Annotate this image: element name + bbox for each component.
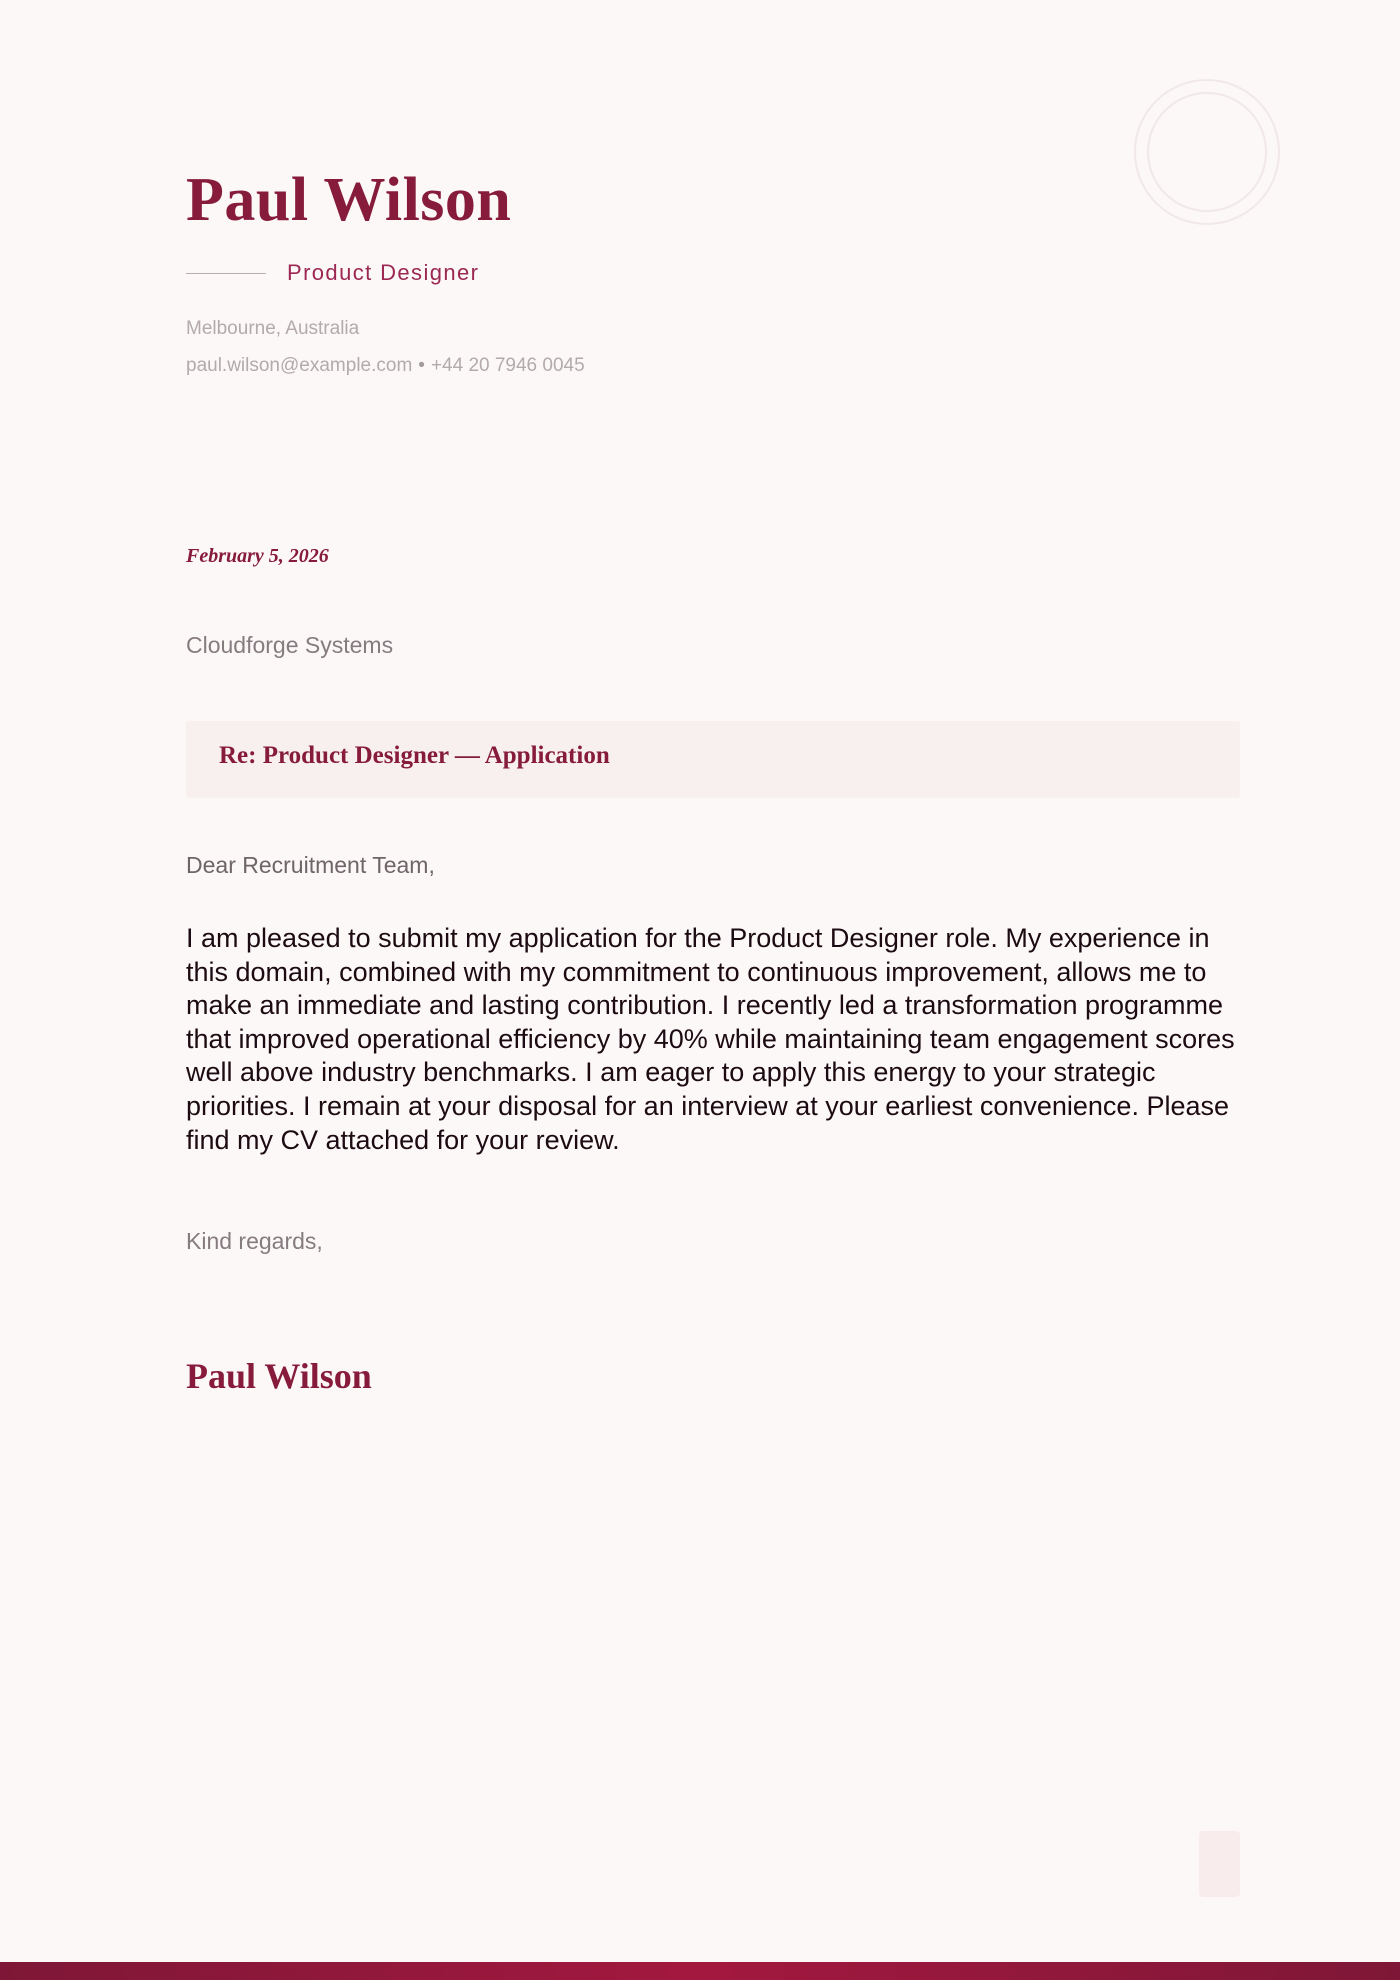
letter-subject: Re: Product Designer — Application [219, 742, 610, 769]
letter-body: I am pleased to submit my application for the Product Designer role. My experience in this domain, combined with my commitment to continuous improvement, allows me to make an immediate and lasting contribution. I recently led a transformation programme that improved operational efficiency by 40% while maintaining team engagement scores well above industry benchmarks. I am eager to apply this energy to your strategic priorities. I remain at your disposal for an interview at your earliest convenience. Please find my CV attached for your review. [186, 923, 1235, 1155]
decorative-circles-icon [1134, 79, 1280, 225]
recipient-company: Cloudforge Systems [186, 632, 394, 658]
role-divider [186, 273, 266, 274]
role-row [186, 258, 479, 288]
applicant-role: Product Designer [287, 260, 480, 285]
bottom-accent-bar [0, 1962, 1400, 1980]
subject-box [186, 721, 1240, 798]
contact-separator: • [418, 355, 425, 376]
applicant-name: Paul Wilson [186, 166, 512, 234]
letter-greeting: Dear Recruitment Team, [186, 852, 435, 878]
applicant-email: paul.wilson@example.com [186, 355, 413, 376]
contact-line [186, 355, 585, 377]
letter-date: February 5, 2026 [186, 545, 329, 567]
applicant-phone: +44 20 7946 0045 [430, 355, 585, 376]
applicant-location: Melbourne, Australia [186, 318, 360, 339]
corner-tab [1199, 1831, 1240, 1897]
letter-closing: Kind regards, [186, 1228, 323, 1254]
letter-signature: Paul Wilson [186, 1356, 372, 1396]
